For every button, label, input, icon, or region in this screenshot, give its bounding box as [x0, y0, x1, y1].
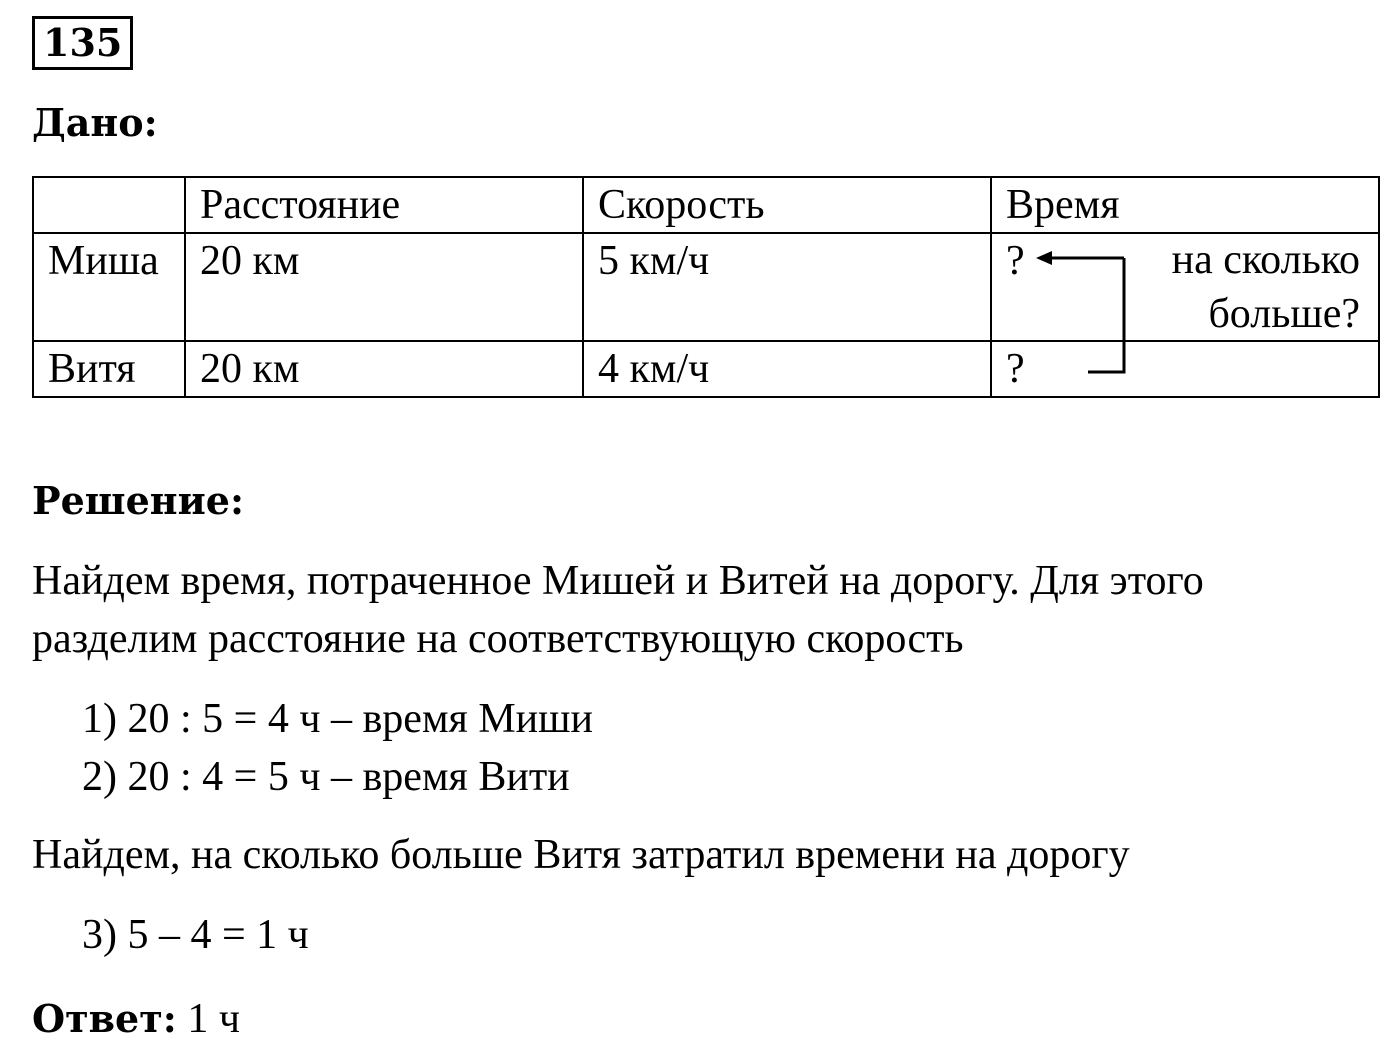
solution-paragraph: Найдем время, потраченное Мишей и Витей на дорогу. Для этого разделим расстояние на соответствующую скорость	[32, 558, 1204, 662]
row-name: Витя	[33, 341, 185, 397]
row-time: ?	[991, 341, 1379, 397]
calculation-step: 1) 20 : 5 = 4 ч – время Миши	[82, 696, 593, 742]
comparison-bracket-arrow-icon	[1030, 240, 1140, 380]
note-line: больше?	[1208, 291, 1360, 337]
row-time: ?	[991, 233, 1379, 341]
table-header-time: Время	[991, 177, 1379, 233]
calculation-step: 2) 20 : 4 = 5 ч – время Вити	[82, 754, 570, 800]
given-heading: Дано:	[32, 100, 158, 145]
note-line: на сколько	[1171, 237, 1360, 283]
row-speed: 4 км/ч	[583, 341, 991, 397]
row-speed: 5 км/ч	[583, 233, 991, 341]
row-distance: 20 км	[185, 341, 583, 397]
table-header-distance: Расстояние	[185, 177, 583, 233]
problem-number: 135	[32, 16, 133, 70]
table-row	[33, 341, 1379, 397]
solution-heading: Решение:	[32, 478, 244, 523]
row-distance: 20 км	[185, 233, 583, 341]
table-header-empty	[33, 177, 185, 233]
table-header-speed: Скорость	[583, 177, 991, 233]
answer	[32, 990, 240, 1048]
answer-value: 1 ч	[187, 996, 240, 1042]
row-name: Миша	[33, 233, 185, 341]
solution-paragraph: Найдем, на сколько больше Витя затратил времени на дорогу	[32, 832, 1130, 878]
calculation-step: 3) 5 – 4 = 1 ч	[82, 912, 309, 958]
answer-label: Ответ:	[32, 996, 177, 1041]
difference-note	[1140, 233, 1360, 341]
table-header-row	[33, 177, 1379, 233]
